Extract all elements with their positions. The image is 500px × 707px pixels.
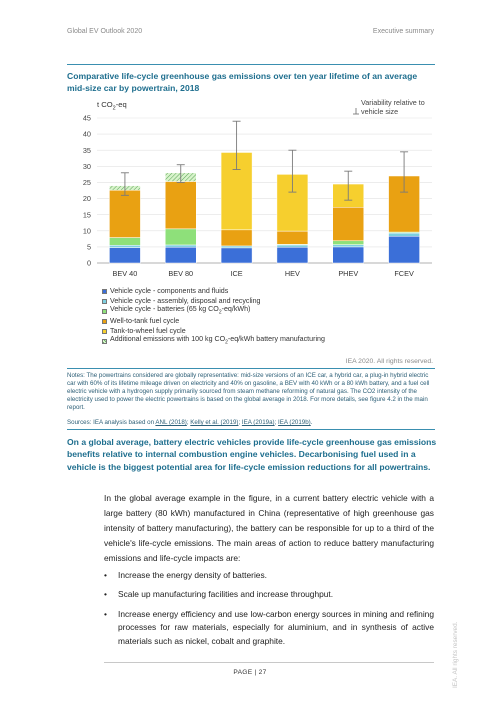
y-tick-label: 25 <box>82 178 91 188</box>
legend-item <box>102 336 325 346</box>
figure-notes <box>67 372 435 412</box>
source-link-kelly[interactable]: Kelly et al. (2019) <box>190 419 239 426</box>
source-link-iea-2019b[interactable]: IEA (2019b) <box>278 419 311 426</box>
key-message: On a global average, battery electric vehicles provide life-cycle greenhouse gas emissions benefits relative to internal combustion engine vehicles. Decarbonising fuel used in a vehicle is the biggest potential area for life-cycle emission reductions for all powertrains. <box>67 437 437 472</box>
y-tick-label: 40 <box>82 129 91 139</box>
legend-label: Well-to-tank fuel cycle <box>110 317 180 325</box>
bar-segment <box>277 247 308 263</box>
chart-legend <box>102 286 325 346</box>
bar-segment <box>165 247 196 263</box>
sources-prefix: Sources: IEA analysis based on <box>67 419 155 426</box>
bar-segment <box>221 246 252 248</box>
x-tick-label: ICE <box>230 269 243 278</box>
footer-rule <box>104 662 434 663</box>
figure-sources: Sources: IEA analysis based on ANL (2018); Kelly et al. (2019); IEA (2019a); IEA (2019b). <box>67 419 313 426</box>
bar-segment <box>221 248 252 263</box>
x-tick-label: BEV 80 <box>168 269 194 278</box>
legend-item <box>102 286 325 296</box>
bar-segment <box>277 245 308 247</box>
source-link-iea-2019a[interactable]: IEA (2019a) <box>241 419 275 426</box>
legend-label: Vehicle cycle - components and fluids <box>110 287 229 295</box>
legend-label: Additional emissions with 100 kg $CO_2-eq$/kWh battery manufacturing <box>110 335 325 346</box>
x-tick-label: PHEV <box>338 269 359 278</box>
header-report-title: Global EV Outlook 2020 <box>67 28 143 35</box>
bar-segment <box>165 181 196 228</box>
bullet-item <box>104 608 434 649</box>
legend-swatch <box>102 289 107 294</box>
bar-segment <box>389 233 420 236</box>
y-tick-label: 45 <box>82 113 91 123</box>
legend-swatch <box>102 319 107 324</box>
bar-segment <box>109 245 140 247</box>
body-paragraph: In the global average example in the figure, in a current battery electric vehicle with a large battery (80 kWh) manufactured in China (representative of high greenhouse gas intensity of battery manufacturing), the battery can be responsible for up to a third of the vehicle's life-cycle emissions. The main areas of action to reduce battery manufacturing emissions and life-cycle impacts are: <box>104 493 434 563</box>
figure-top-rule <box>67 64 435 65</box>
action-bullet-list <box>104 569 434 654</box>
y-tick-label: 5 <box>86 242 91 252</box>
bar-segment <box>221 230 252 246</box>
legend-label: Vehicle cycle - batteries (65 kg $CO_2-eq/kWh$) <box>110 305 251 316</box>
legend-label: Tank-to-wheel fuel cycle <box>110 327 186 335</box>
bar-segment <box>109 248 140 263</box>
bar-segment <box>109 190 140 237</box>
x-tick-label: FCEV <box>394 269 414 278</box>
bullet-marker: • <box>104 570 107 580</box>
bullet-text: Increase energy efficiency and use low-carbon energy sources in mining and refining processes for raw materials, especially for aluminium, and in synthesis of active materials such as nickel, cobalt and graphite. <box>118 608 434 647</box>
bar-segment <box>165 229 196 245</box>
legend-swatch <box>102 339 107 344</box>
source-link-anl[interactable]: ANL (2018) <box>155 419 187 426</box>
notes-text: The powertrains considered are globally representative: mid-size versions of an ICE car, a hybrid car, a plug-in hybrid electric car with 60% of its lifetime mileage driven on electricity and 40% on gasoline, a BEV with 40 kWh or a 80 kWh battery, and a fuel cell electric vehicle with a hydrogen supply primarily sourced from steam methane reforming of natural gas. The CO2 intensity of the electricity used to power the electric powertrains is based on the global average in 2018. For more details, see figure 4.2 in the main report. <box>67 372 430 412</box>
variability-label: Variability relative to vehicle size <box>361 98 425 116</box>
x-tick-label: HEV <box>284 269 300 278</box>
bar-segment <box>333 207 364 241</box>
legend-item <box>102 306 325 316</box>
x-tick-label: BEV 40 <box>112 269 138 278</box>
bullet-marker: • <box>104 608 107 619</box>
legend-swatch <box>102 329 107 334</box>
bullet-item <box>104 569 434 583</box>
bar-segment <box>109 238 140 246</box>
unit-suffix: -eq <box>115 100 127 109</box>
bullet-text: Scale up manufacturing facilities and increase throughput. <box>118 589 334 600</box>
y-tick-label: 0 <box>86 258 91 268</box>
notes-top-rule <box>67 368 435 369</box>
rights-watermark: IEA. All rights reserved. <box>452 621 459 688</box>
notes-bottom-rule <box>67 429 435 430</box>
unit-prefix: t CO <box>97 100 113 109</box>
unit-sub: 2 <box>112 105 116 112</box>
bar-segment <box>333 247 364 263</box>
bar-segment <box>277 231 308 244</box>
legend-swatch <box>102 309 107 314</box>
figure-title: Comparative life-cycle greenhouse gas emissions over ten year lifetime of an average mid-size car by powertrain, 2018 <box>67 71 418 93</box>
y-tick-label: 10 <box>82 226 91 236</box>
notes-prefix: Notes: <box>67 372 85 379</box>
bullet-marker: • <box>104 589 107 600</box>
legend-swatch <box>102 299 107 304</box>
bullet-text: Increase the energy density of batteries. <box>118 570 267 580</box>
y-tick-label: 30 <box>82 161 91 171</box>
y-tick-label: 35 <box>82 145 91 155</box>
y-tick-label: 20 <box>82 194 91 204</box>
figure-credit: IEA 2020. All rights reserved. <box>345 358 433 365</box>
page-number: PAGE | 27 <box>233 669 267 676</box>
bar-segment <box>333 241 364 245</box>
header-section-title: Executive summary <box>372 28 434 35</box>
bar-segment <box>333 245 364 247</box>
bar-segment <box>165 245 196 247</box>
y-tick-label: 15 <box>82 210 91 220</box>
bar-segment <box>389 236 420 263</box>
legend-label: Vehicle cycle - assembly, disposal and recycling <box>110 297 261 305</box>
bullet-item <box>104 588 434 602</box>
